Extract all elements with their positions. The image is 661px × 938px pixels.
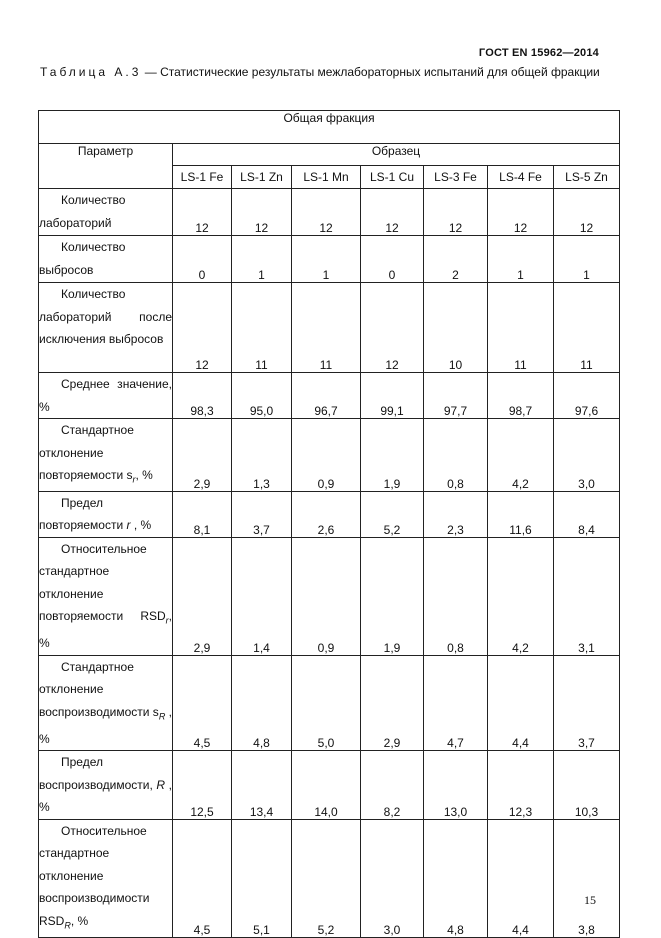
row-label (39, 283, 173, 373)
value-cell: 1 (554, 236, 620, 283)
param-header: Параметр (39, 144, 173, 189)
value-cell: 0 (173, 236, 232, 283)
value-cell: 4,7 (424, 655, 488, 750)
value-cell: 98,3 (173, 373, 232, 419)
value-cell: 11 (292, 283, 361, 373)
value-cell: 0 (361, 236, 424, 283)
fraction-title: Общая фракция (39, 111, 620, 144)
row-label-subscript: r (132, 474, 136, 485)
row-label-text (39, 492, 172, 537)
value-cell: 0,8 (424, 537, 488, 655)
value-cell: 12 (424, 189, 488, 236)
value-cell: 8,1 (173, 491, 232, 537)
value-cell: 12 (554, 189, 620, 236)
value-cell: 4,8 (232, 655, 292, 750)
table-row (39, 419, 620, 492)
row-label (39, 236, 173, 283)
table-row (39, 655, 620, 750)
value-cell: 4,4 (488, 655, 554, 750)
row-label-main: Стандартное отклонение воспроизводимости s (39, 659, 159, 719)
value-cell: 98,7 (488, 373, 554, 419)
value-cell: 1 (292, 236, 361, 283)
value-cell: 0,9 (292, 537, 361, 655)
value-cell: 11 (232, 283, 292, 373)
row-label-tail: , % (39, 777, 172, 815)
row-label-text (39, 820, 172, 937)
row-label-text (39, 419, 172, 491)
value-cell: 0,9 (292, 419, 361, 492)
caption-text: — Статистические результаты межлабораторных испытаний для общей фракции (141, 65, 600, 79)
value-cell: 97,6 (554, 373, 620, 419)
table-row (39, 537, 620, 655)
value-cell: 0,8 (424, 419, 488, 492)
table-row (39, 283, 620, 373)
value-cell: 8,2 (361, 751, 424, 820)
value-cell: 12 (232, 189, 292, 236)
value-cell: 2 (424, 236, 488, 283)
table-row (39, 373, 620, 419)
row-label (39, 189, 173, 236)
row-label-subscript: r (165, 615, 169, 626)
value-cell: 2,9 (361, 655, 424, 750)
caption-prefix: Таблица А.3 (40, 65, 142, 79)
value-cell: 12 (292, 189, 361, 236)
row-label-tail: , % (39, 609, 172, 651)
table-row (39, 189, 620, 236)
value-cell: 12 (173, 283, 232, 373)
sample-header-cell: LS-1 Fe (173, 166, 232, 189)
row-label-subscript: R (64, 920, 71, 931)
row-label-tail: , % (39, 704, 173, 746)
table-row (39, 751, 620, 820)
value-cell: 1,9 (361, 419, 424, 492)
row-label (39, 419, 173, 492)
value-cell: 11 (554, 283, 620, 373)
row-label-tail: , % (70, 913, 89, 928)
value-cell: 1 (232, 236, 292, 283)
table-row (39, 819, 620, 937)
value-cell: 2,9 (173, 537, 232, 655)
value-cell: 4,8 (424, 819, 488, 937)
row-label (39, 537, 173, 655)
sample-header-cell: LS-1 Mn (292, 166, 361, 189)
value-cell: 1 (488, 236, 554, 283)
row-label-main: Относительное стандартное отклонение повторяемости RSD (39, 541, 166, 624)
row-label-main: Количество лабораторий (39, 193, 126, 230)
value-cell: 5,0 (292, 655, 361, 750)
row-label-tail: , % (135, 468, 153, 482)
value-cell: 1,3 (232, 419, 292, 492)
table-caption (40, 62, 618, 83)
value-cell: 1,4 (232, 537, 292, 655)
value-cell: 1,9 (361, 537, 424, 655)
row-label-main: Относительное стандартное отклонение воспроизводимости RSD (39, 823, 150, 928)
row-label-main: Стандартное отклонение повторяемости s (39, 423, 134, 482)
row-label-text (39, 373, 172, 418)
row-label (39, 751, 173, 820)
row-label-symbol: r (126, 518, 131, 533)
row-label-subscript: R (158, 711, 166, 722)
sample-header-cell: LS-4 Fe (488, 166, 554, 189)
sample-header-cell: LS-5 Zn (554, 166, 620, 189)
header-row (39, 144, 620, 166)
row-label-tail: , % (130, 518, 152, 533)
row-label (39, 491, 173, 537)
sample-header-cell: LS-1 Zn (232, 166, 292, 189)
row-label-text (39, 283, 172, 351)
row-label-main: Количество выбросов (39, 240, 126, 277)
value-cell: 4,2 (488, 419, 554, 492)
value-cell: 3,0 (554, 419, 620, 492)
row-label-text (39, 538, 172, 655)
table-row (39, 236, 620, 283)
value-cell: 12,3 (488, 751, 554, 820)
value-cell: 97,7 (424, 373, 488, 419)
value-cell: 3,7 (554, 655, 620, 750)
value-cell: 99,1 (361, 373, 424, 419)
value-cell: 3,8 (554, 819, 620, 937)
row-label-main: Предел повторяемости (39, 495, 127, 533)
fraction-title-row (39, 111, 620, 144)
value-cell: 5,1 (232, 819, 292, 937)
value-cell: 12 (361, 283, 424, 373)
value-cell: 4,5 (173, 655, 232, 750)
value-cell: 10,3 (554, 751, 620, 820)
value-cell: 11 (488, 283, 554, 373)
row-label (39, 373, 173, 419)
sample-header-cell: LS-1 Cu (361, 166, 424, 189)
row-label-text (39, 189, 172, 234)
value-cell: 4,4 (488, 819, 554, 937)
value-cell: 4,2 (488, 537, 554, 655)
value-cell: 3,7 (232, 491, 292, 537)
row-label-text (39, 656, 172, 750)
table-row (39, 491, 620, 537)
value-cell: 12 (173, 189, 232, 236)
value-cell: 96,7 (292, 373, 361, 419)
results-table (38, 110, 620, 938)
value-cell: 14,0 (292, 751, 361, 820)
row-label-main: Предел воспроизводимости, (39, 755, 157, 792)
sample-header: Образец (173, 144, 620, 166)
value-cell: 13,0 (424, 751, 488, 820)
page-number: 15 (584, 893, 596, 907)
value-cell: 10 (424, 283, 488, 373)
row-label-main: Количество лабораторий после исключения выбросов (39, 287, 172, 346)
row-label (39, 819, 173, 937)
value-cell: 2,3 (424, 491, 488, 537)
row-label (39, 655, 173, 750)
value-cell: 5,2 (361, 491, 424, 537)
value-cell: 3,1 (554, 537, 620, 655)
value-cell: 13,4 (232, 751, 292, 820)
value-cell: 4,5 (173, 819, 232, 937)
row-label-text (39, 236, 172, 281)
value-cell: 2,9 (173, 419, 232, 492)
value-cell: 12 (488, 189, 554, 236)
value-cell: 12,5 (173, 751, 232, 820)
value-cell: 11,6 (488, 491, 554, 537)
value-cell: 3,0 (361, 819, 424, 937)
row-label-text (39, 751, 172, 819)
value-cell: 95,0 (232, 373, 292, 419)
sample-header-cell: LS-3 Fe (424, 166, 488, 189)
value-cell: 2,6 (292, 491, 361, 537)
value-cell: 12 (361, 189, 424, 236)
row-label-symbol: R (156, 777, 166, 792)
standard-code: ГОСТ EN 15962—2014 (478, 47, 599, 59)
value-cell: 5,2 (292, 819, 361, 937)
value-cell: 8,4 (554, 491, 620, 537)
row-label-main: Среднее значение, % (39, 377, 172, 414)
